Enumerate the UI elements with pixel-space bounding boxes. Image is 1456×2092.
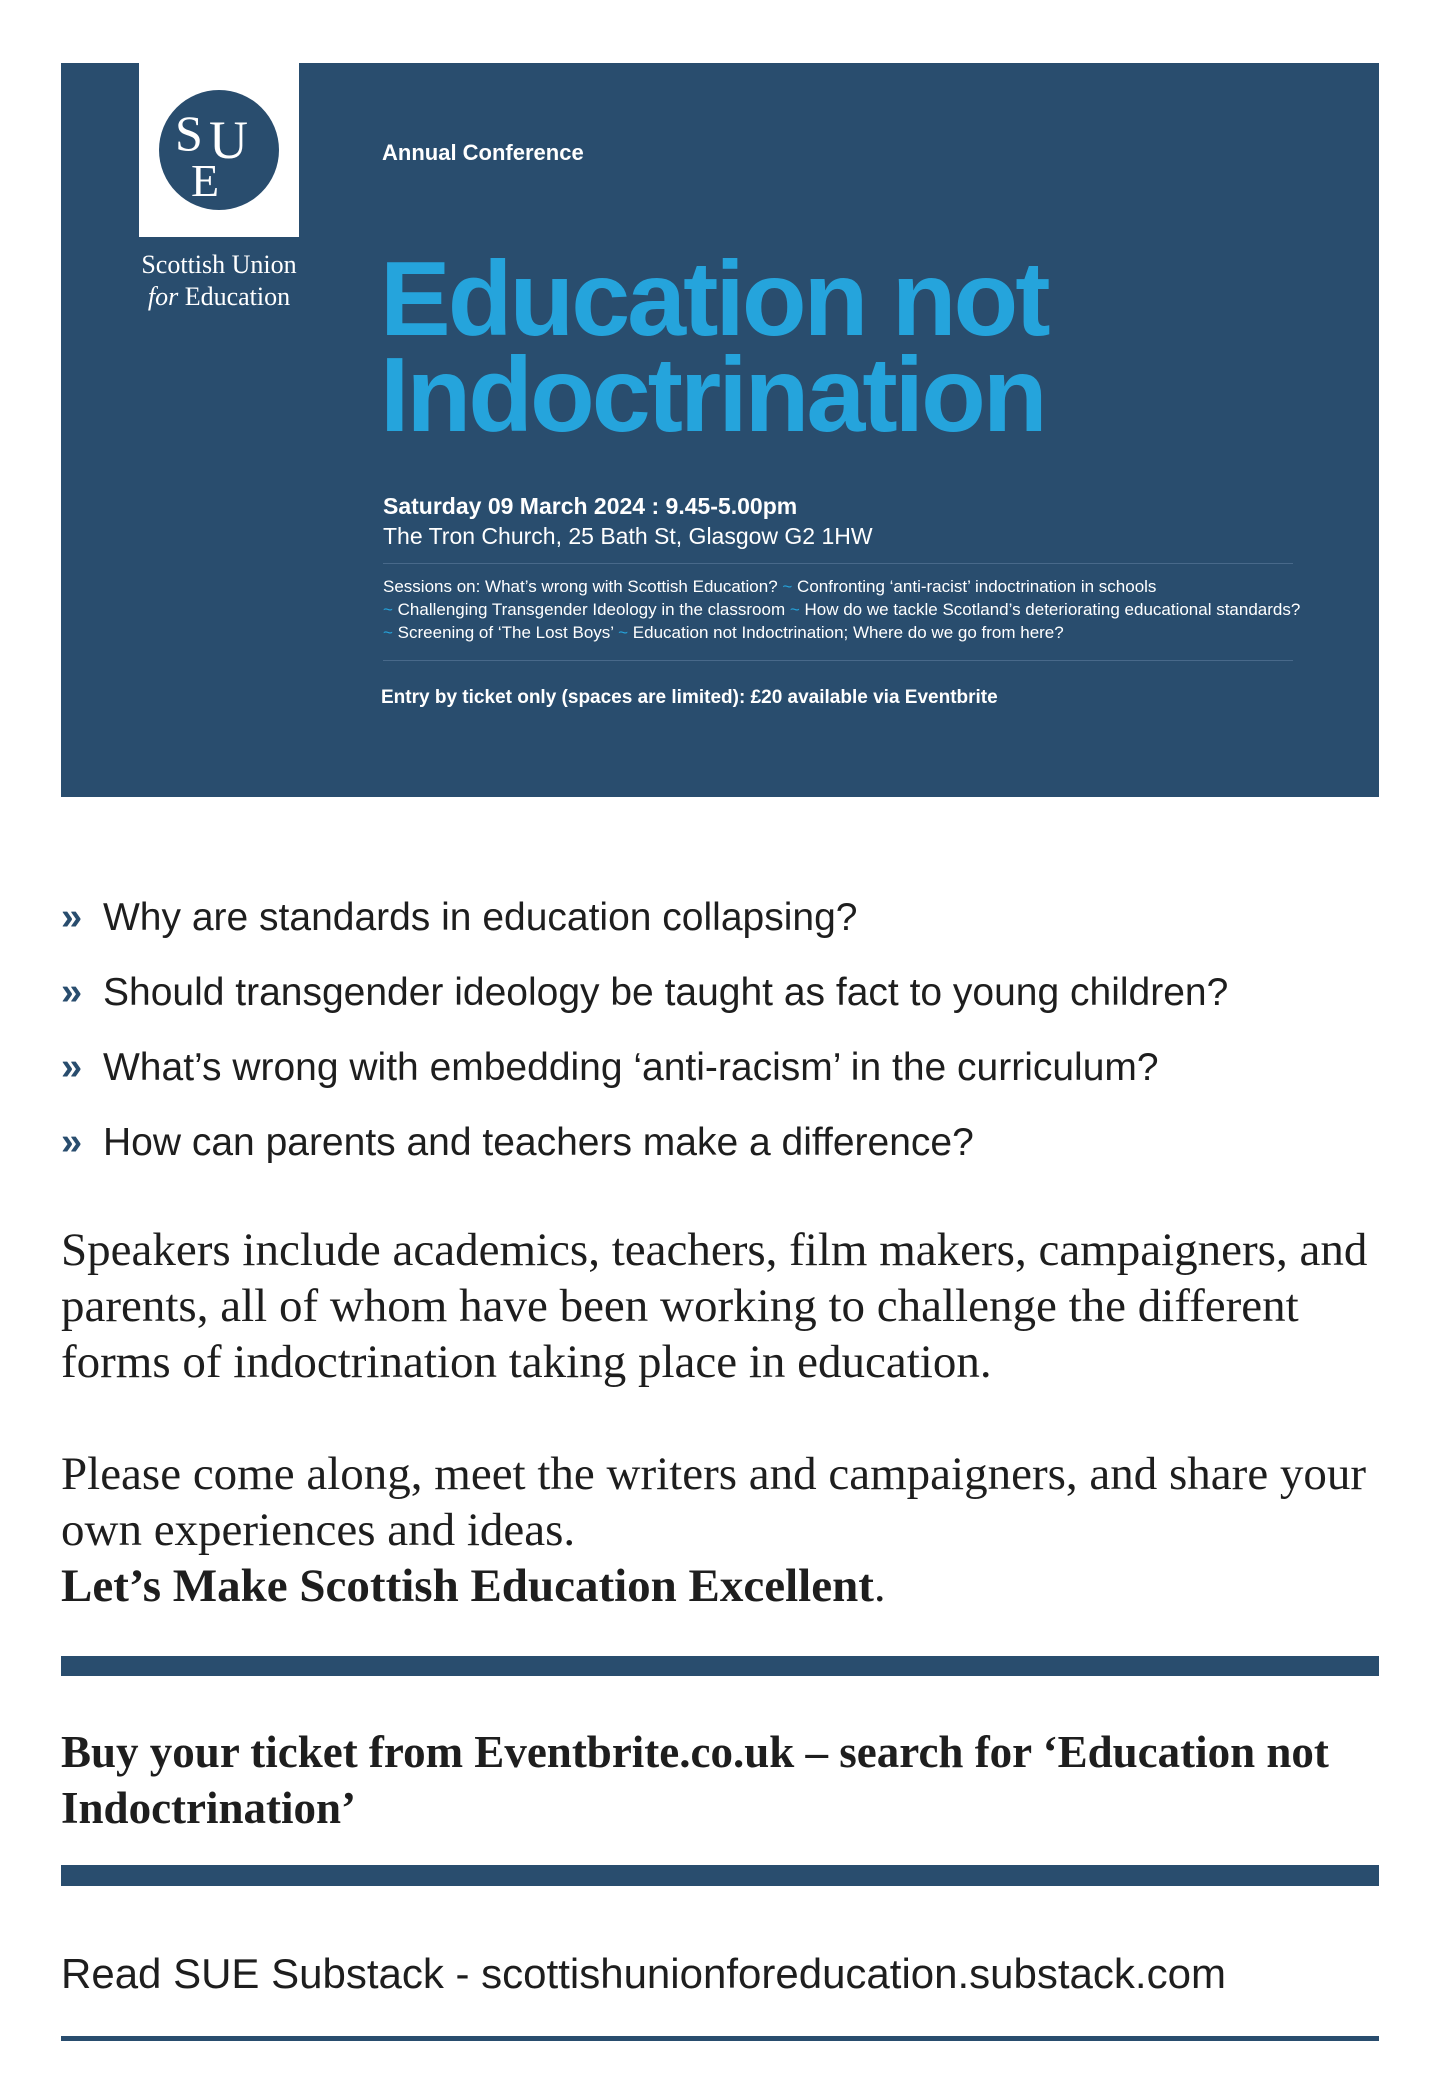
divider bbox=[383, 563, 1293, 564]
substack-link[interactable]: Read SUE Substack - scottishunionforeducation.substack.com bbox=[61, 1950, 1226, 1997]
sue-logo bbox=[139, 63, 299, 237]
svg-text:U: U bbox=[209, 110, 248, 170]
list-item bbox=[61, 1030, 1228, 1105]
session-item: How do we tackle Scotland’s deteriorating educational standards? bbox=[804, 600, 1301, 619]
divider bbox=[383, 660, 1293, 661]
svg-text:E: E bbox=[191, 155, 220, 206]
question-text: Should transgender ideology be taught as fact to young children? bbox=[103, 970, 1229, 1014]
chevron-right-icon: » bbox=[61, 1121, 75, 1163]
slogan: Let’s Make Scottish Education Excellent bbox=[61, 1560, 874, 1612]
question-text: Why are standards in education collapsing? bbox=[103, 895, 858, 939]
event-venue: The Tron Church, 25 Bath St, Glasgow G2 1HW bbox=[383, 523, 873, 549]
invite-text: Please come along, meet the writers and campaigners, and share your own experiences and ideas. bbox=[61, 1448, 1367, 1556]
event-title-line1: Education not bbox=[380, 240, 1048, 358]
session-item: Challenging Transgender Ideology in the classroom bbox=[397, 600, 786, 619]
org-name-line2: for Education bbox=[147, 282, 291, 311]
chevron-right-icon: » bbox=[61, 971, 75, 1013]
kicker: Annual Conference bbox=[382, 140, 584, 165]
event-date-time: Saturday 09 March 2024 : 9.45-5.00pm bbox=[383, 493, 798, 519]
session-item: Sessions on: What’s wrong with Scottish Education? bbox=[383, 577, 778, 596]
list-item bbox=[61, 1105, 1228, 1180]
question-text: What’s wrong with embedding ‘anti-racism’ in the curriculum? bbox=[103, 1045, 1159, 1089]
org-name-line1: Scottish Union bbox=[141, 250, 297, 279]
speakers-paragraph: Speakers include academics, teachers, film makers, campaigners, and parents, all of whom have been working to challenge the different forms of indoctrination taking place in education. bbox=[61, 1224, 1368, 1388]
chevron-right-icon: » bbox=[61, 1046, 75, 1088]
session-item: Screening of ‘The Lost Boys’ bbox=[397, 623, 614, 642]
svg-text:S: S bbox=[175, 105, 203, 161]
org-name bbox=[119, 249, 319, 313]
divider-bar bbox=[61, 2036, 1379, 2041]
list-item bbox=[61, 955, 1228, 1030]
list-item bbox=[61, 880, 1228, 955]
session-item: Education not Indoctrination; Where do we go from here? bbox=[632, 623, 1064, 642]
invite-paragraph: Please come along, meet the writers and campaigners, and share your own experiences and ideas. Let’s Make Scottish Education Excellent. bbox=[61, 1448, 1367, 1612]
sue-logo-icon bbox=[157, 88, 281, 212]
buy-ticket-note: Buy your ticket from Eventbrite.co.uk – search for ‘Education not Indoctrination’ bbox=[61, 1727, 1329, 1833]
question-list bbox=[61, 880, 1228, 1180]
sessions-list: Sessions on: What’s wrong with Scottish Education? ~ Confronting ‘anti-racist’ indoctrination in schools ~ Challenging Transgender Ideology in the classroom ~ How do we tackle Scotland’s deteriorating educational standards? ~ Screening of ‘The Lost Boys’ ~ Education not Indoctrination; Where do we go from here? bbox=[383, 577, 1301, 642]
event-title bbox=[380, 240, 1048, 454]
divider-bar bbox=[61, 1865, 1379, 1886]
event-title-line2: Indoctrination bbox=[380, 336, 1045, 454]
question-text: How can parents and teachers make a difference? bbox=[103, 1120, 974, 1164]
session-item: Confronting ‘anti-racist’ indoctrination in schools bbox=[797, 577, 1157, 596]
chevron-right-icon: » bbox=[61, 896, 75, 938]
divider-bar bbox=[61, 1656, 1379, 1676]
ticket-entry-info: Entry by ticket only (spaces are limited): £20 available via Eventbrite bbox=[381, 687, 998, 708]
conference-banner bbox=[61, 63, 1379, 797]
